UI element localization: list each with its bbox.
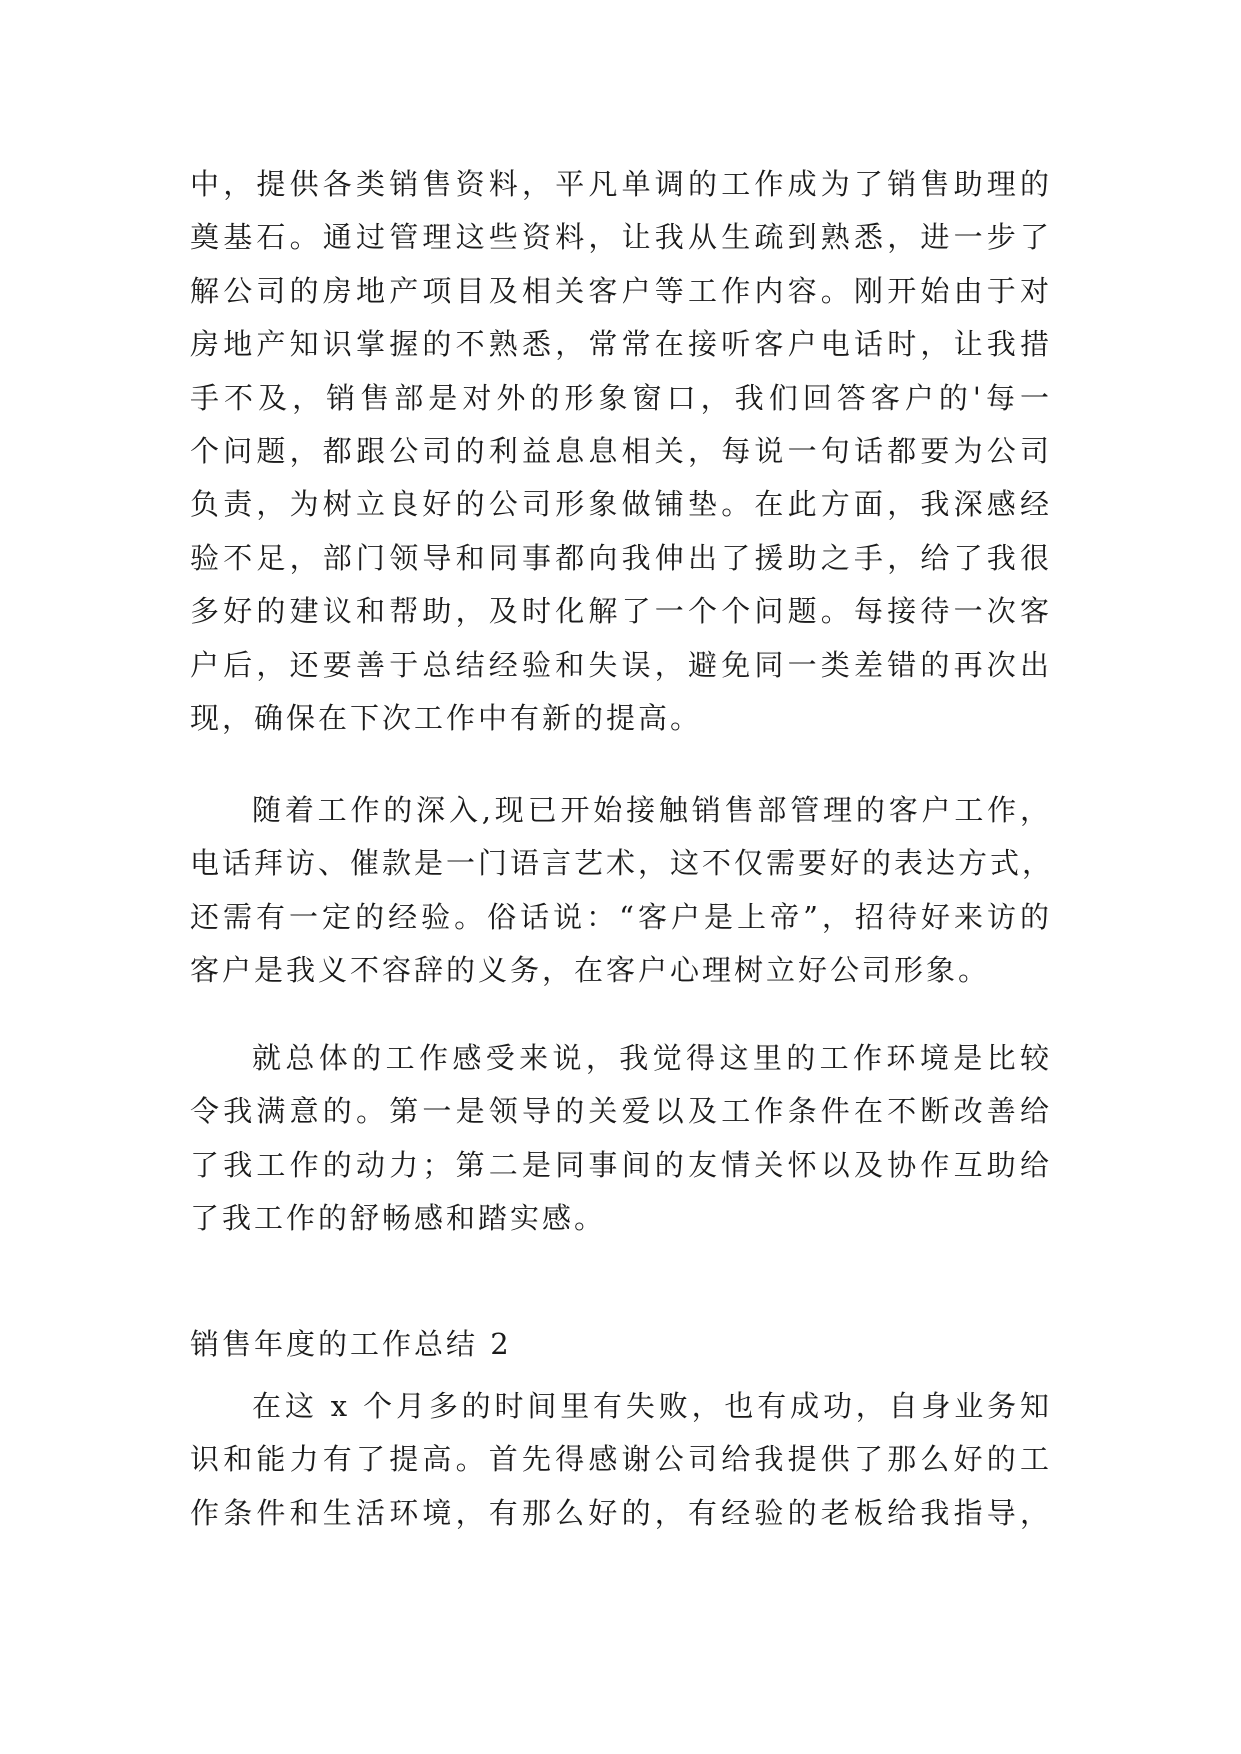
- paragraph-line: 作条件和生活环境，有那么好的，有经验的老板给我指导，: [190, 1495, 1052, 1530]
- paragraph-1: [190, 158, 1052, 745]
- paragraph-line: 解公司的房地产项目及相关客户等工作内容。刚开始由于对: [190, 273, 1052, 308]
- paragraph-line: 户后，还要善于总结经验和失误，避免同一类差错的再次出: [190, 647, 1052, 682]
- paragraph-3: [190, 1032, 1052, 1246]
- paragraph-line: 现，确保在下次工作中有新的提高。: [190, 700, 703, 735]
- paragraph-line: 客户是我义不容辞的义务，在客户心理树立好公司形象。: [190, 953, 991, 988]
- paragraph-line: 多好的建议和帮助，及时化解了一个个问题。每接待一次客: [190, 594, 1052, 629]
- paragraph-4: [190, 1380, 1052, 1540]
- section-heading-text: 销售年度的工作总结 2: [190, 1327, 512, 1361]
- paragraph-line: 个问题，都跟公司的利益息息相关，每说一句话都要为公司: [190, 433, 1052, 468]
- paragraph-line: 验不足，部门领导和同事都向我伸出了援助之手，给了我很: [190, 540, 1052, 575]
- paragraph-line: 识和能力有了提高。首先得感谢公司给我提供了那么好的工: [190, 1442, 1052, 1477]
- section-heading: [190, 1318, 1052, 1371]
- paragraph-line: 令我满意的。第一是领导的关爱以及工作条件在不断改善给: [190, 1094, 1052, 1129]
- paragraph-line: 房地产知识掌握的不熟悉，常常在接听客户电话时，让我措: [190, 327, 1052, 362]
- paragraph-2: [190, 784, 1055, 998]
- paragraph-line: 奠基石。通过管理这些资料，让我从生疏到熟悉，进一步了: [190, 220, 1052, 255]
- paragraph-line: 电话拜访、催款是一门语言艺术，这不仅需要好的表达方式，: [190, 846, 1055, 881]
- paragraph-line: 了我工作的舒畅感和踏实感。: [190, 1201, 607, 1236]
- paragraph-line: 负责，为树立良好的公司形象做铺垫。在此方面，我深感经: [190, 487, 1052, 522]
- paragraph-line: 中，提供各类销售资料，平凡单调的工作成为了销售助理的: [190, 167, 1052, 201]
- paragraph-line: 就总体的工作感受来说，我觉得这里的工作环境是比较: [252, 1041, 1052, 1075]
- paragraph-line: 了我工作的动力；第二是同事间的友情关怀以及协作互助给: [190, 1147, 1052, 1182]
- paragraph-line: 随着工作的深入,现已开始接触销售部管理的客户工作，: [252, 793, 1052, 827]
- paragraph-line: 还需有一定的经验。俗话说：“客户是上帝”，招待好来访的: [190, 899, 1052, 934]
- paragraph-line: 手不及，销售部是对外的形象窗口，我们回答客户的'每一: [190, 380, 1052, 415]
- paragraph-line: 在这 x 个月多的时间里有失败，也有成功，自身业务知: [252, 1389, 1052, 1423]
